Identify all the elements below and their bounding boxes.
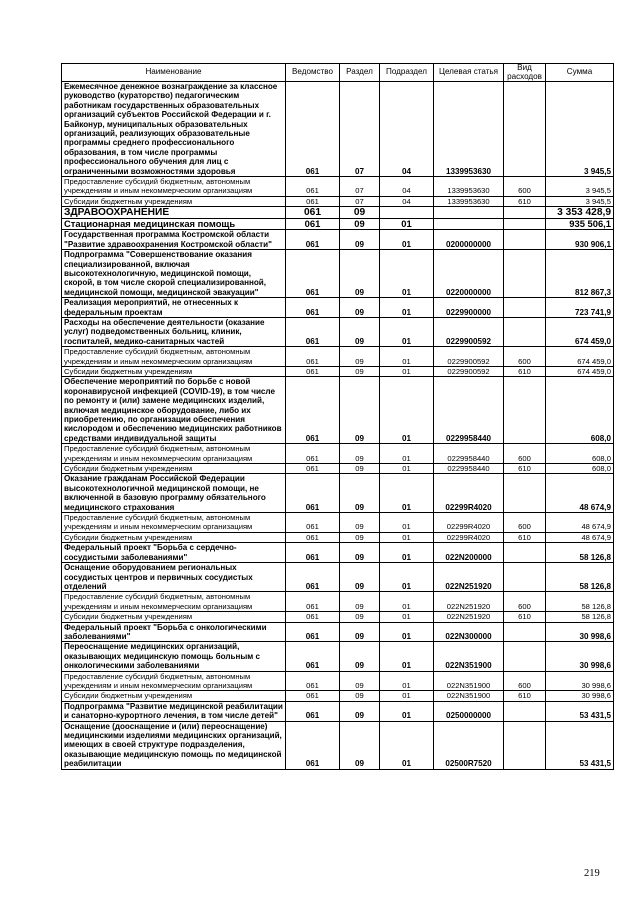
- row-subsection: 01: [380, 513, 434, 533]
- table-row: [62, 219, 614, 230]
- header-subsection: Подраздел: [380, 64, 434, 82]
- table-row: [62, 177, 614, 197]
- row-subsection: 01: [380, 642, 434, 671]
- row-name: Предоставление субсидий бюджетным, автономным учреждениям и иным некоммерческим организациям: [62, 671, 286, 691]
- row-amount: 48 674,9: [546, 513, 614, 533]
- row-subsection: 01: [380, 317, 434, 346]
- row-section: 07: [340, 196, 380, 206]
- header-amount: Сумма: [546, 64, 614, 82]
- row-name: Стационарная медицинская помощь: [62, 219, 286, 230]
- row-target-article: 1339953630: [434, 82, 504, 177]
- row-department: 061: [286, 563, 340, 592]
- row-section: 09: [340, 474, 380, 513]
- row-department: 061: [286, 671, 340, 691]
- row-target-article: 0229958440: [434, 444, 504, 464]
- row-expense-type: 610: [504, 612, 546, 622]
- row-target-article: 0229900592: [434, 317, 504, 346]
- row-section: 09: [340, 464, 380, 474]
- row-department: 061: [286, 377, 340, 444]
- row-expense-type: [504, 230, 546, 250]
- row-section: 09: [340, 612, 380, 622]
- row-section: 09: [340, 317, 380, 346]
- row-target-article: 02299R4020: [434, 474, 504, 513]
- row-amount: 48 674,9: [546, 532, 614, 542]
- row-target-article: 022N251920: [434, 563, 504, 592]
- row-amount: 723 741,9: [546, 298, 614, 318]
- row-amount: 608,0: [546, 464, 614, 474]
- table-row: [62, 642, 614, 671]
- row-subsection: 01: [380, 592, 434, 612]
- row-expense-type: [504, 622, 546, 642]
- row-subsection: 01: [380, 691, 434, 701]
- table-row: [62, 622, 614, 642]
- row-name: Реализация мероприятий, не отнесенных к федеральным проектам: [62, 298, 286, 318]
- row-subsection: 01: [380, 474, 434, 513]
- row-subsection: 04: [380, 196, 434, 206]
- row-amount: 58 126,8: [546, 612, 614, 622]
- row-name: Предоставление субсидий бюджетным, автономным учреждениям и иным некоммерческим организациям: [62, 592, 286, 612]
- row-target-article: 0229900592: [434, 347, 504, 367]
- row-expense-type: 610: [504, 532, 546, 542]
- row-name: ЗДРАВООХРАНЕНИЕ: [62, 207, 286, 219]
- row-amount: 30 998,6: [546, 691, 614, 701]
- table-row: [62, 347, 614, 367]
- row-department: 061: [286, 250, 340, 298]
- table-row: [62, 207, 614, 219]
- row-subsection: 01: [380, 444, 434, 464]
- row-subsection: 04: [380, 82, 434, 177]
- row-department: 061: [286, 207, 340, 219]
- row-subsection: 01: [380, 612, 434, 622]
- row-expense-type: [504, 219, 546, 230]
- row-department: 061: [286, 82, 340, 177]
- row-expense-type: [504, 82, 546, 177]
- row-expense-type: [504, 207, 546, 219]
- row-department: 061: [286, 721, 340, 769]
- row-amount: 53 431,5: [546, 721, 614, 769]
- row-department: 061: [286, 196, 340, 206]
- row-name: Предоставление субсидий бюджетным, автономным учреждениям и иным некоммерческим организациям: [62, 513, 286, 533]
- row-name: Обеспечение мероприятий по борьбе с новой коронавирусной инфекцией (COVID-19), в том числе по ремонту и (или) замене медицинских изделий, включая медицинское оборудование, либо их приобретению, по организации обеспечения кислородом и обеспечению медицинских работников средствами индивидуальной защиты: [62, 377, 286, 444]
- row-expense-type: 610: [504, 196, 546, 206]
- row-department: 061: [286, 612, 340, 622]
- row-name: Предоставление субсидий бюджетным, автономным учреждениям и иным некоммерческим организациям: [62, 444, 286, 464]
- table-row: [62, 366, 614, 376]
- table-row: [62, 464, 614, 474]
- table-row: [62, 230, 614, 250]
- table-row: [62, 513, 614, 533]
- row-expense-type: [504, 563, 546, 592]
- row-expense-type: [504, 701, 546, 721]
- table-row: [62, 612, 614, 622]
- row-target-article: 022N251920: [434, 612, 504, 622]
- row-amount: 53 431,5: [546, 701, 614, 721]
- header-name: Наименование: [62, 64, 286, 82]
- row-target-article: 022N300000: [434, 622, 504, 642]
- row-department: 061: [286, 622, 340, 642]
- row-name: Переоснащение медицинских организаций, оказывающих медицинскую помощь больным с онкологическими заболеваниями: [62, 642, 286, 671]
- row-target-article: 1339953630: [434, 196, 504, 206]
- row-section: 07: [340, 82, 380, 177]
- budget-table: [61, 63, 614, 770]
- row-target-article: 0250000000: [434, 701, 504, 721]
- row-expense-type: [504, 298, 546, 318]
- row-amount: 608,0: [546, 444, 614, 464]
- table-header-row: [62, 64, 614, 82]
- row-target-article: 1339953630: [434, 177, 504, 197]
- row-target-article: 0229900000: [434, 298, 504, 318]
- row-amount: 30 998,6: [546, 642, 614, 671]
- row-expense-type: [504, 250, 546, 298]
- row-target-article: [434, 219, 504, 230]
- row-amount: 3 353 428,9: [546, 207, 614, 219]
- row-expense-type: 600: [504, 444, 546, 464]
- row-amount: 3 945,5: [546, 177, 614, 197]
- row-amount: 674 459,0: [546, 366, 614, 376]
- row-expense-type: [504, 317, 546, 346]
- table-row: [62, 377, 614, 444]
- row-department: 061: [286, 230, 340, 250]
- row-subsection: 01: [380, 563, 434, 592]
- row-name: Субсидии бюджетным учреждениям: [62, 196, 286, 206]
- row-department: 061: [286, 474, 340, 513]
- row-department: 061: [286, 592, 340, 612]
- row-section: 09: [340, 347, 380, 367]
- row-amount: 30 998,6: [546, 622, 614, 642]
- row-name: Предоставление субсидий бюджетным, автономным учреждениям и иным некоммерческим организациям: [62, 347, 286, 367]
- row-target-article: 0229958440: [434, 464, 504, 474]
- row-section: 09: [340, 622, 380, 642]
- row-target-article: [434, 207, 504, 219]
- row-subsection: 01: [380, 219, 434, 230]
- row-target-article: 0200000000: [434, 230, 504, 250]
- row-section: 09: [340, 691, 380, 701]
- row-department: 061: [286, 513, 340, 533]
- table-row: [62, 317, 614, 346]
- row-department: 061: [286, 642, 340, 671]
- header-target-article: Целевая статья: [434, 64, 504, 82]
- row-department: 061: [286, 444, 340, 464]
- row-expense-type: [504, 474, 546, 513]
- row-expense-type: 610: [504, 464, 546, 474]
- table-row: [62, 196, 614, 206]
- header-section: Раздел: [340, 64, 380, 82]
- row-department: 061: [286, 464, 340, 474]
- page-number: 219: [584, 868, 600, 879]
- row-subsection: 01: [380, 347, 434, 367]
- table-row: [62, 563, 614, 592]
- row-expense-type: 600: [504, 671, 546, 691]
- row-section: 09: [340, 532, 380, 542]
- row-subsection: 01: [380, 230, 434, 250]
- row-target-article: 022N351900: [434, 691, 504, 701]
- row-section: 09: [340, 377, 380, 444]
- row-name: Оснащение оборудованием региональных сосудистых центров и первичных сосудистых отделений: [62, 563, 286, 592]
- table-row: [62, 721, 614, 769]
- table-row: [62, 474, 614, 513]
- row-name: Оказание гражданам Российской Федерации высокотехнологичной медицинской помощи, не включенной в базовую программу обязательного медицинского страхования: [62, 474, 286, 513]
- row-section: 09: [340, 642, 380, 671]
- row-section: 09: [340, 563, 380, 592]
- table-row: [62, 691, 614, 701]
- row-name: Субсидии бюджетным учреждениям: [62, 366, 286, 376]
- table-row: [62, 444, 614, 464]
- row-subsection: 01: [380, 671, 434, 691]
- row-amount: 935 506,1: [546, 219, 614, 230]
- row-department: 061: [286, 177, 340, 197]
- row-department: 061: [286, 543, 340, 563]
- row-name: Расходы на обеспечение деятельности (оказание услуг) подведомственных больниц, клиник, госпиталей, медико-санитарных частей: [62, 317, 286, 346]
- row-name: Субсидии бюджетным учреждениям: [62, 691, 286, 701]
- row-amount: 58 126,8: [546, 563, 614, 592]
- row-expense-type: 610: [504, 691, 546, 701]
- row-amount: 58 126,8: [546, 543, 614, 563]
- table-row: [62, 671, 614, 691]
- row-amount: 48 674,9: [546, 474, 614, 513]
- row-department: 061: [286, 366, 340, 376]
- row-section: 09: [340, 671, 380, 691]
- row-subsection: 01: [380, 366, 434, 376]
- table-row: [62, 250, 614, 298]
- row-expense-type: 600: [504, 513, 546, 533]
- row-name: Субсидии бюджетным учреждениям: [62, 532, 286, 542]
- row-target-article: 02299R4020: [434, 532, 504, 542]
- row-amount: 674 459,0: [546, 317, 614, 346]
- row-expense-type: 600: [504, 347, 546, 367]
- row-expense-type: [504, 377, 546, 444]
- row-subsection: 01: [380, 543, 434, 563]
- row-name: Субсидии бюджетным учреждениям: [62, 612, 286, 622]
- table-row: [62, 298, 614, 318]
- row-department: 061: [286, 317, 340, 346]
- row-section: 09: [340, 543, 380, 563]
- table-row: [62, 532, 614, 542]
- row-name: Федеральный проект "Борьба с онкологическими заболеваниями": [62, 622, 286, 642]
- row-target-article: 022N351900: [434, 671, 504, 691]
- row-expense-type: [504, 721, 546, 769]
- row-expense-type: 610: [504, 366, 546, 376]
- row-section: 09: [340, 721, 380, 769]
- row-name: Подпрограмма "Развитие медицинской реабилитации и санаторно-курортного лечения, в том числе детей": [62, 701, 286, 721]
- row-subsection: [380, 207, 434, 219]
- row-target-article: 02500R7520: [434, 721, 504, 769]
- row-amount: 3 945,5: [546, 82, 614, 177]
- row-amount: 930 906,1: [546, 230, 614, 250]
- table-row: [62, 543, 614, 563]
- header-department: Ведомство: [286, 64, 340, 82]
- row-name: Ежемесячное денежное вознаграждение за классное руководство (кураторство) педагогическим работникам государственных образовательных организаций субъектов Российской Федерации и г. Байконур, муниципальных образовательных организаций, реализующих образовательные программы среднего профессионального образования, в том числе программы профессионального обучения для лиц с ограниченными возможностями здоровья: [62, 82, 286, 177]
- row-section: 09: [340, 701, 380, 721]
- row-department: 061: [286, 347, 340, 367]
- row-target-article: 022N351900: [434, 642, 504, 671]
- row-section: 09: [340, 230, 380, 250]
- row-name: Подпрограмма "Совершенствование оказания специализированной, включая высокотехнологичную, медицинской помощи, скорой, в том числе скорой специализированной, медицинской помощи, медицинской эвакуации": [62, 250, 286, 298]
- row-name: Федеральный проект "Борьба с сердечно-сосудистыми заболеваниями": [62, 543, 286, 563]
- row-section: 09: [340, 250, 380, 298]
- row-target-article: 02299R4020: [434, 513, 504, 533]
- row-target-article: 0220000000: [434, 250, 504, 298]
- table-row: [62, 701, 614, 721]
- row-department: 061: [286, 691, 340, 701]
- row-expense-type: 600: [504, 177, 546, 197]
- row-section: 09: [340, 592, 380, 612]
- row-target-article: 0229958440: [434, 377, 504, 444]
- row-amount: 58 126,8: [546, 592, 614, 612]
- row-section: 09: [340, 219, 380, 230]
- row-subsection: 01: [380, 532, 434, 542]
- table-row: [62, 592, 614, 612]
- row-section: 09: [340, 444, 380, 464]
- row-subsection: 01: [380, 701, 434, 721]
- row-target-article: 0229900592: [434, 366, 504, 376]
- row-subsection: 01: [380, 622, 434, 642]
- row-amount: 674 459,0: [546, 347, 614, 367]
- row-subsection: 01: [380, 721, 434, 769]
- row-department: 061: [286, 532, 340, 542]
- row-subsection: 01: [380, 464, 434, 474]
- row-amount: 30 998,6: [546, 671, 614, 691]
- row-section: 09: [340, 513, 380, 533]
- row-department: 061: [286, 701, 340, 721]
- row-amount: 608,0: [546, 377, 614, 444]
- row-section: 09: [340, 207, 380, 219]
- row-name: Государственная программа Костромской области "Развитие здравоохранения Костромской области": [62, 230, 286, 250]
- row-section: 07: [340, 177, 380, 197]
- row-target-article: 022N251920: [434, 592, 504, 612]
- row-amount: 3 945,5: [546, 196, 614, 206]
- row-section: 09: [340, 366, 380, 376]
- row-name: Оснащение (дооснащение и (или) переоснащение) медицинскими изделиями медицинских организаций, имеющих в своей структуре подразделения, оказывающие медицинскую помощь по медицинской реабилитации: [62, 721, 286, 769]
- row-target-article: 022N200000: [434, 543, 504, 563]
- row-expense-type: [504, 543, 546, 563]
- row-name: Субсидии бюджетным учреждениям: [62, 464, 286, 474]
- row-subsection: 01: [380, 377, 434, 444]
- row-expense-type: [504, 642, 546, 671]
- row-subsection: 01: [380, 250, 434, 298]
- row-department: 061: [286, 219, 340, 230]
- row-amount: 812 867,3: [546, 250, 614, 298]
- header-expense-type: Вид расходов: [504, 64, 546, 82]
- row-department: 061: [286, 298, 340, 318]
- row-name: Предоставление субсидий бюджетным, автономным учреждениям и иным некоммерческим организациям: [62, 177, 286, 197]
- row-subsection: 01: [380, 298, 434, 318]
- row-subsection: 04: [380, 177, 434, 197]
- table-row: [62, 82, 614, 177]
- row-section: 09: [340, 298, 380, 318]
- row-expense-type: 600: [504, 592, 546, 612]
